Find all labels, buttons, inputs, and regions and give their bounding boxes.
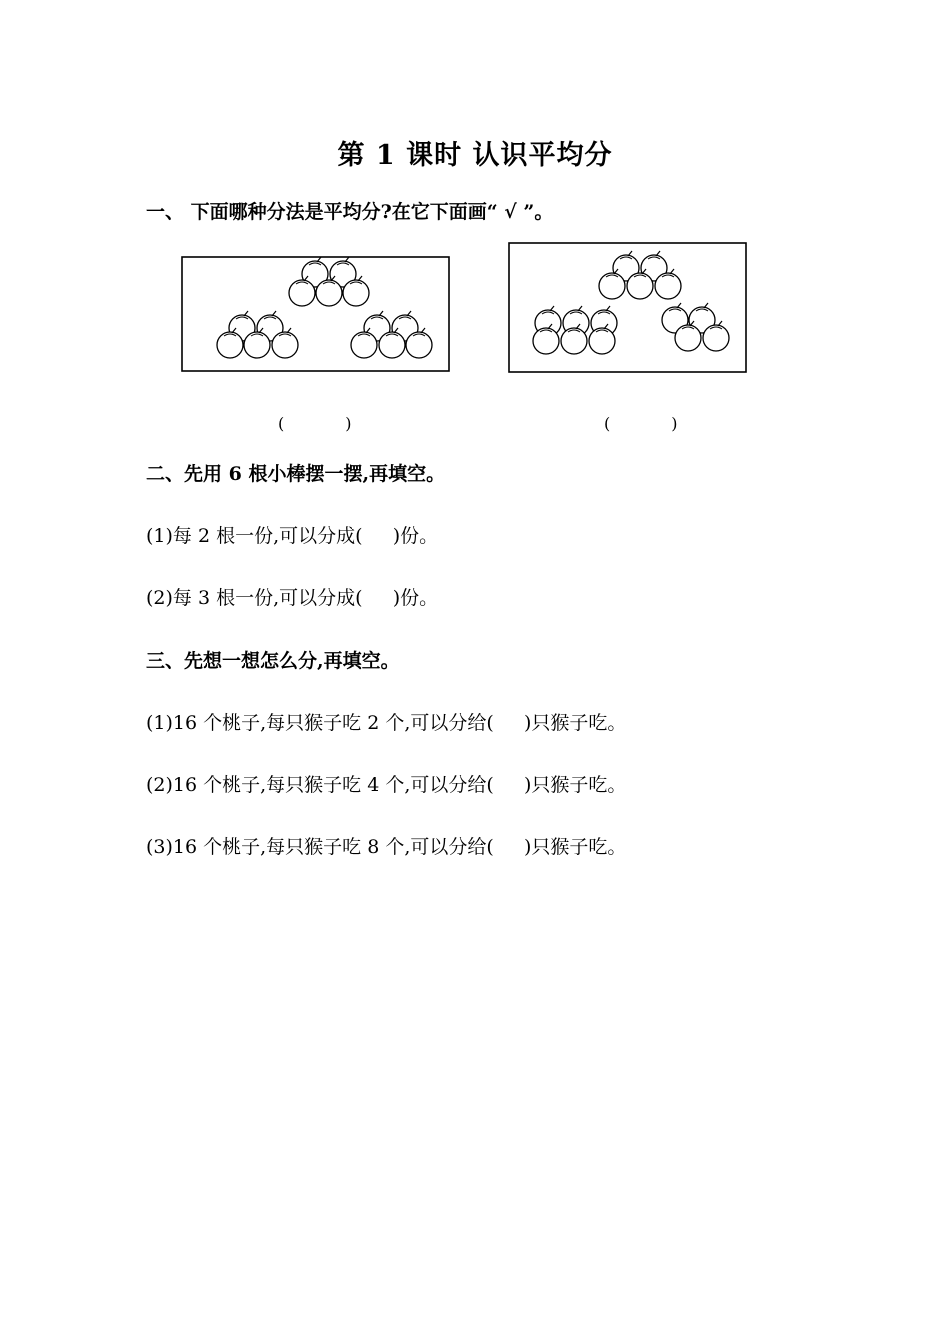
section-3-item-3: (3)16 个桃子,每只猴子吃 8 个,可以分给( )只猴子吃。 — [146, 836, 627, 858]
apple-figure-equal — [181, 256, 451, 374]
answer-blank-figure-1[interactable]: ( ) — [278, 414, 352, 433]
apple-group-left — [533, 306, 617, 354]
section-1-heading: 一、 下面哪种分法是平均分?在它下面画“ √ ”。 — [146, 201, 554, 223]
page-title: 第 1 课时 认识平均分 — [337, 140, 613, 171]
section-2-heading: 二、先用 6 根小棒摆一摆,再填空。 — [146, 463, 446, 485]
section-3-item-2: (2)16 个桃子,每只猴子吃 4 个,可以分给( )只猴子吃。 — [146, 774, 627, 796]
apple-figure-unequal — [508, 242, 748, 375]
answer-blank-figure-2[interactable]: ( ) — [604, 414, 678, 433]
section-3-heading: 三、先想一想怎么分,再填空。 — [146, 650, 400, 672]
section-2-item-2: (2)每 3 根一份,可以分成( )份。 — [146, 587, 439, 609]
section-2-item-1: (1)每 2 根一份,可以分成( )份。 — [146, 525, 439, 547]
section-3-item-1: (1)16 个桃子,每只猴子吃 2 个,可以分给( )只猴子吃。 — [146, 712, 627, 734]
